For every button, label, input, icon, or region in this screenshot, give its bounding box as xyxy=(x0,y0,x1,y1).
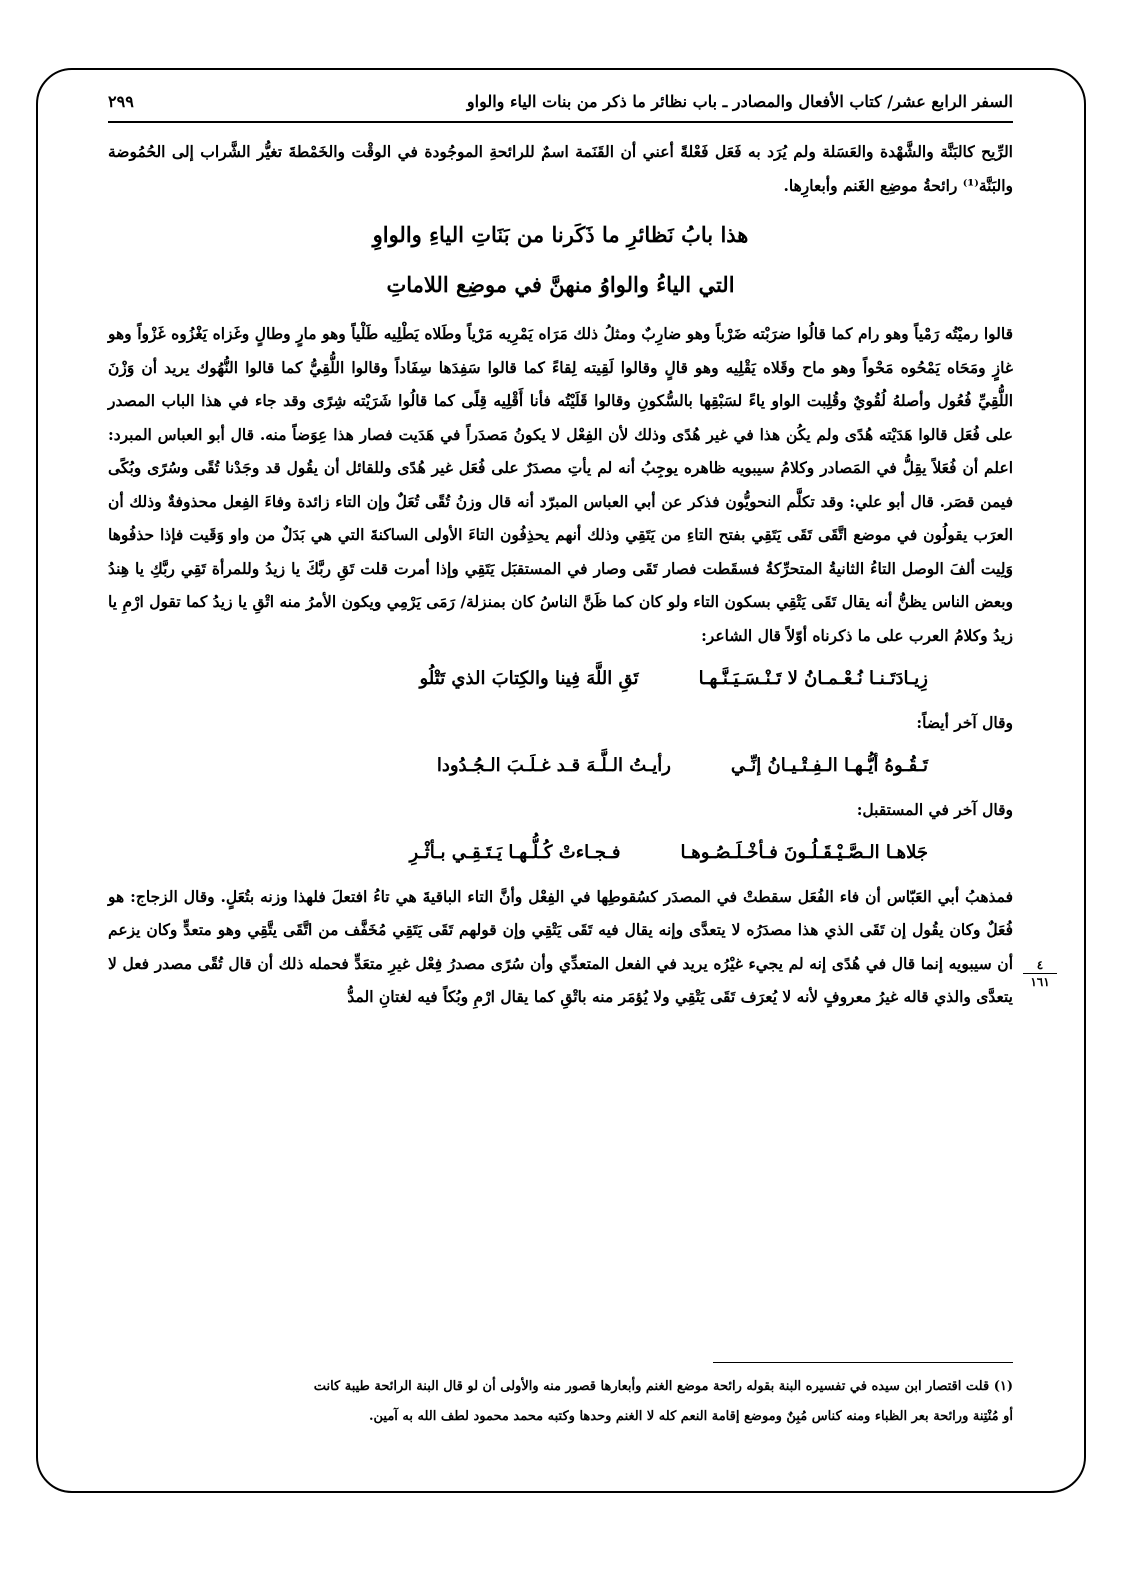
main-text xyxy=(108,135,1013,1014)
body-paragraph-2: فمذهبُ أبي العَبّاس أن فاء الفُعَل سقطتْ في المصدَر كسُقوطِها في الفِعْل وأنَّ التاء الباقيةَ هي تاءُ افتعلَ فلهذا وزنه بتُعَلٍ. وقال الزجاج: هو فُعَلٌ وكان يقُول إن تَقَى الذي هذا مصدَرُه لا يتعدَّى وإنه يقال فيه تَقَى يَتْقِي وإن قولهم تَقَى يَتَقِي مُخَفَّف من اتَّقَى يتَّقِي وهو متعدٍّ وكان يزعم أن سيبويه إنما قال في هُدًى إنه لم يجيء غيْرُه يريد في الفعل المتعدِّي وأن سُرًى مصدرُ فِعْل غيرِ متعَدٍّ فحمله ذلك أن قال تُقًى مصدر فعل لا يتعدَّى والذي قاله غيرُ معروفٍ لأنه لا يُعرَف تَقَى يَتْقِي ولا يُؤمَر منه باتْقِ كما يقال ارْمِ وبُكاً فيه لغتانِ المدُّ xyxy=(108,886,1013,1006)
verse-1-hemistich-left: تَقِ اللَّهَ فِينا والكِتابَ الذي تَتْلُو xyxy=(419,668,639,689)
running-title: السفر الرابع عشر/ كتاب الأفعال والمصادر ـ باب نظائر ما ذكر من بنات الياء والواو xyxy=(466,91,1013,111)
margin-reference-bottom: ١٦١ xyxy=(1030,975,1050,989)
chapter-subheading: التي الياءُ والواوُ منهنَّ في موضِع اللاماتِ xyxy=(386,271,735,297)
margin-reference xyxy=(1023,958,1057,989)
footnote-rule xyxy=(713,1362,1013,1363)
margin-reference-top: ٤ xyxy=(1036,958,1044,972)
verse-3 xyxy=(108,836,1013,870)
footnote-line-1: (١) قلت اقتصار ابن سيده في تفسيره البنة بقوله رائحة موضع الغنم وأبعارها قصور منه والأولى أن لو قال البنة الرائحة طيبة كانت xyxy=(313,1379,1013,1394)
verse-1 xyxy=(108,662,1013,696)
verse-2-hemistich-right: تَـقُـوهُ أيُّـهـا الـفِـتْـيـانُ إنِّـي xyxy=(730,755,928,776)
margin-reference-bar xyxy=(1023,973,1057,974)
intro-paragraph: الرِّيح كالبَنَّة والشَّهْدة والعَسَلة ولم يُرَد به فَعَل فَعْلةً أعني أن القَنَمة اسمٌ للرائحةِ الموجُودة في الوقْت والخَمْطةَ تغيُّر الشَّراب إلى الحُمُوضة والبَنَّة⁽¹⁾ رائحةُ موضِع الغَنم وأبعارِها. xyxy=(108,142,1013,195)
verse-3-hemistich-right: جَلاهـا الـصَّـيْـقَـلُـونَ فـأخْـلَـصُـوهـا xyxy=(680,842,928,863)
chapter-heading: هذا بابُ نَظائرِ ما ذَكَرنا من بَنَاتِ الياءِ والواوِ xyxy=(372,222,749,247)
verse-3-intro: وقال آخر في المستقبل: xyxy=(856,799,1013,819)
body-paragraph-1: قالوا رميْتُه رَمْياً وهو رام كما قالُوا ضرَبْته ضَرْباً وهو ضارِبٌ ومثلُ ذلك مَرَاه يَمْرِيه مَرْياً وطَلاه يَطْلِيه طَلْياً وهو مارٍ وطالٍ وغَزاه يَغْزُوه غَزْواً وهو غازٍ ومَحَاه يَمْحُوه مَحْواً وهو ماح وقَلاه يَقْلِيه وهو قالٍ وقالوا لَقِيته لِقاءً كما قالوا سَفِدَها سِفَاداً وقالوا اللُّقِيُّ كما قالوا النُّهُوك يريد أن وَزْنَ اللُّقِيِّ فُعُول وأصلهُ لُقُويٌ وقُلِبت الواو ياءً لسَبْقِها بالسُّكونِ وقالوا قَلَيْتُه فأنا أَقْلِيه قِلًى كما قالُوا شَرَيْته شِرًى وقد جاء في هذا الباب المصدر على فُعَل قالوا هَدَيْته هُدًى ولم يكُن هذا في غير هُدًى وذلك لأن الفِعْل لا يكونُ مَصدَراً في هَدَيت فصار هذا عِوَضاً منه. قال أبو العباس المبرد: اعلم أن فُعَلاً يقِلُّ في المَصادر وكلامُ سيبويه ظاهره يوجِبُ أنه لم يأتِ مصدَرٌ على فُعَل غير هُدًى وللقائل أن يقُول قد وجَدْنا تُقًى وسُرًى وبُكًى فيمن قصَر. قال أبو علي: وقد تكلَّم النحويُّون فذكر عن أبي العباس المبرّد أنه قال وزنُ تُقًى تُعَلٌ وإن التاء زائدة وفاءَ الفِعل محذوفةٌ وذلك أن العرَب يقولُون في موضع اتَّقَى تَقَى يَتَقِي بفتح التاءِ من يَتَقِي وذلك أنهم يحذِفُون التاءَ الأولى الساكنةَ التي هي بَدَلٌ من واو وَقَيت فإذا حذفُوها وَلِيت ألفَ الوصل التاءُ الثانيةُ المتحرِّكةُ فسقَطت فصار تَقَى وصار في المستقبَل يَتَقِي وإذا أمرت قلت تَقِ ربَّكَ يا زيدُ وللمرأة تَقِي ربَّكِ يا هِندُ وبعض الناس يظنُّ أنه يقال تَقَى يَتْقِي بسكون التاء ولو كان كما ظَنَّ الناسُ كان بمنزلة/ رَمَى يَرْمِي ويكون الأمرُ منه اتْقِ يا زيدُ كما تقول ارْمِ يا زيدُ وكلامُ العرب على ما ذكرناه أوّلاً قال الشاعر: xyxy=(108,324,1013,645)
footnote-line-2: أو مُنْتِنة ورائحة بعر الظباء ومنه كناس مُبِنٌ وموضع إقامة النعم كله لا الغنم وحدها وكتبه محمد محمود لطف الله به آمين. xyxy=(368,1409,1013,1424)
footnote xyxy=(108,1372,1013,1432)
running-header xyxy=(108,86,1013,116)
header-rule xyxy=(108,121,1013,123)
verse-2-intro: وقال آخر أيضاً: xyxy=(916,712,1013,732)
verse-3-hemistich-left: فـجـاءتْ كُـلُّـهـا يَـتَـقِـي بـأثْـرِ xyxy=(409,842,621,863)
page-number: ٢٩٩ xyxy=(108,91,134,111)
verse-2 xyxy=(108,749,1013,783)
verse-1-hemistich-right: زِيـادَتَـنـا نُـعْـمـانُ لا تَـنْـسَـيَـنَّـهـا xyxy=(698,668,928,689)
verse-2-hemistich-left: رأيـتُ الـلَّـهَ قـد غـلَـبَ الـجُـدُودا xyxy=(436,755,671,776)
